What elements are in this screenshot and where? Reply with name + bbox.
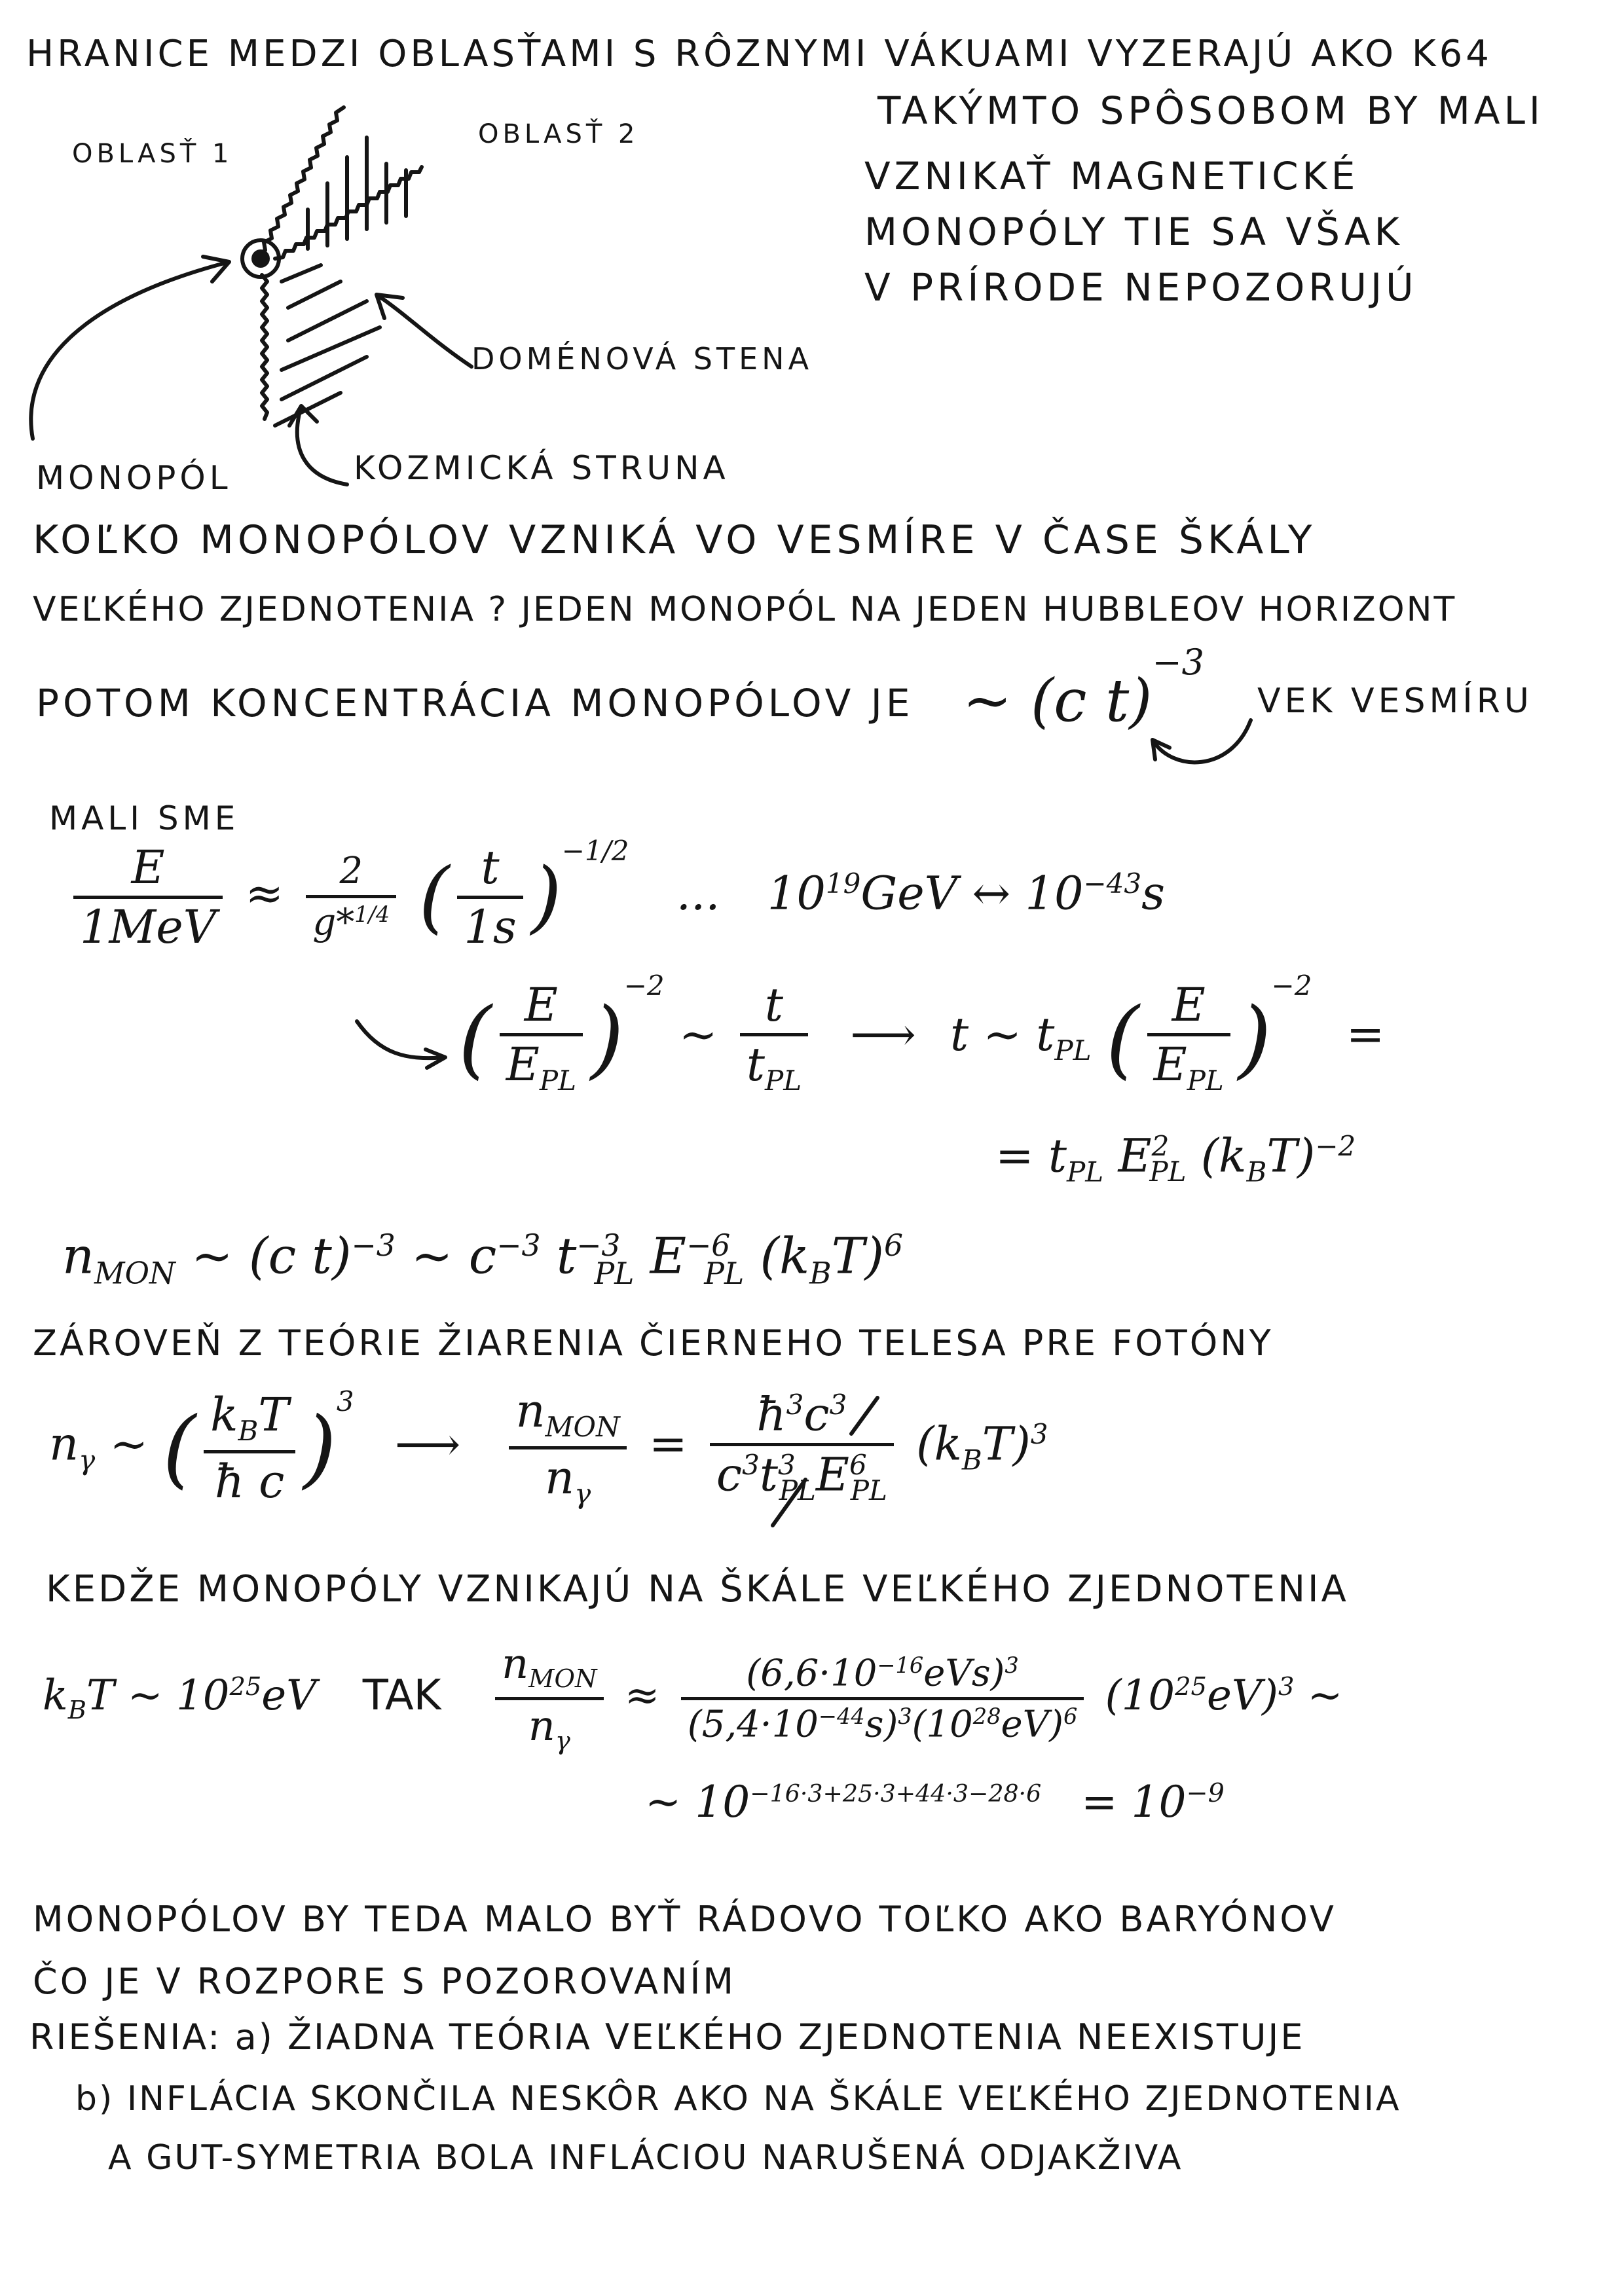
eq1-planck-energy-exp: 19 bbox=[825, 867, 861, 900]
eq1-lhs-num: E bbox=[73, 845, 223, 899]
eq1-time-num: t bbox=[457, 845, 523, 899]
hook-arrow bbox=[357, 1021, 445, 1068]
solution-line: RIEŠENIA: a) ŽIADNA TEÓRIA VEĽKÉHO ZJEDNOTENIA NEEXISTUJE bbox=[29, 2016, 1305, 2058]
side-note-line: V PRÍRODE NEPOZORUJÚ bbox=[864, 265, 1418, 310]
equation-energy-ratio: ( $\frac{E}{E_{PL}}$ )$^{-2}$ ~ $\frac{t}{t_{PL}}$ ⟶ t ~ $t_{PL}$ ( $\frac{E}{E_{PL}}$ )$^{-2}$ = bbox=[458, 969, 1385, 1097]
domain-wall-arrow bbox=[377, 295, 471, 367]
eq1-coef-num: 2 bbox=[306, 853, 396, 898]
page-heading: HRANICE MEDZI OBLASŤAMI S RÔZNYMI VÁKUAMI VYZERAJÚ AKO K64 bbox=[26, 33, 1492, 75]
side-note-line: TAKÝMTO SPÔSOBOM BY MALI bbox=[877, 88, 1544, 133]
region-1-label: OBLASŤ 1 bbox=[72, 139, 233, 169]
domain-wall-label: DOMÉNOVÁ STENA bbox=[471, 341, 813, 376]
question-line-1: KOĽKO MONOPÓLOV VZNIKÁ VO VESMÍRE V ČASE ŠKÁLY bbox=[33, 517, 1316, 563]
cosmic-string-label: KOZMICKÁ STRUNA bbox=[354, 449, 729, 487]
conclusion-line: MONOPÓLOV BY TEDA MALO BYŤ RÁDOVO TOĽKO AKO BARYÓNOV bbox=[33, 1899, 1337, 1940]
eq2-e-num: E bbox=[500, 982, 583, 1036]
eq1-planck-time: 10 bbox=[1025, 866, 1084, 920]
question-line-2: VEĽKÉHO ZJEDNOTENIA ? JEDEN MONOPÓL NA JEDEN HUBBLEOV HORIZONT bbox=[33, 590, 1457, 629]
conclusion-line: ČO JE V ROZPORE S POZOROVANÍM bbox=[33, 1961, 736, 2002]
monopole-arrow bbox=[31, 257, 229, 439]
eq2-result: t ~ t bbox=[950, 1008, 1055, 1061]
side-note-line: VZNIKAŤ MAGNETICKÉ bbox=[864, 154, 1359, 198]
eq2-arrow: ⟶ bbox=[850, 1008, 916, 1061]
cosmic-string-lower bbox=[262, 275, 267, 419]
eq1-planck-time-unit: s bbox=[1141, 866, 1166, 920]
eq1-arrow: ↔ bbox=[972, 866, 1011, 920]
eq1-coef bbox=[306, 850, 396, 944]
eq2-e2: $\frac{E}{E_{PL}}$ bbox=[1147, 982, 1230, 1095]
cosmic-string-upper bbox=[259, 107, 344, 255]
eq1-lhs-den: 1MeV bbox=[80, 900, 217, 954]
side-note-line: MONOPÓLY TIE SA VŠAK bbox=[864, 210, 1403, 254]
concentration-formula bbox=[963, 642, 1205, 735]
equation-monopole-density: $n_{MON}$ ~ (c t)$^{-3}$ ~ $c^{-3}$ $t^{-3}_{PL}$ $E^{-6}_{PL}$ $(k_BT)^6$ bbox=[62, 1226, 904, 1291]
eq1-dots: ... bbox=[676, 866, 720, 920]
concentration-text: POTOM KONCENTRÁCIA MONOPÓLOV JE bbox=[36, 681, 914, 725]
since-text: KEDŽE MONOPÓLY VZNIKAJÚ NA ŠKÁLE VEĽKÉHO ZJEDNOTENIA bbox=[46, 1568, 1349, 1611]
eq1-coef-g: g* bbox=[312, 901, 355, 944]
cosmic-string-arrow bbox=[289, 406, 347, 484]
eq2-equals: = bbox=[1346, 1008, 1385, 1061]
eq2-t bbox=[740, 978, 808, 1097]
age-annotation: VEK VESMÍRU bbox=[1257, 682, 1533, 721]
concentration-ct: ~ (c t) bbox=[963, 666, 1153, 735]
eq1-coef-den bbox=[306, 898, 396, 944]
eq1-time-den: 1s bbox=[464, 900, 517, 954]
monopole-inner bbox=[253, 251, 268, 266]
eq1-coef-exp: 1/4 bbox=[354, 902, 390, 928]
eq2-e-den: $E_{PL}$ bbox=[506, 1038, 576, 1097]
equation-exponent-result: ~ $10^{-16\cdot 3+25\cdot 3+44\cdot 3-28\cdot 6} = 10^{-9}$ bbox=[645, 1777, 1225, 1827]
eq1-time bbox=[457, 841, 523, 954]
eq2-t-num: t bbox=[740, 982, 808, 1036]
eq1-planck-energy: 10 bbox=[767, 866, 826, 920]
eq2-exp: −2 bbox=[623, 969, 665, 1002]
monopole-label: MONOPÓL bbox=[36, 459, 232, 497]
eq1-planck-energy-unit: GeV bbox=[860, 866, 958, 920]
eq1-exp: −1/2 bbox=[561, 835, 629, 867]
eq2-result-sub: PL bbox=[1054, 1034, 1092, 1066]
eq1-lhs bbox=[73, 841, 223, 954]
eq2-t-den: $t_{PL}$ bbox=[746, 1038, 802, 1097]
equation-time-result: = $t_{PL}$ $E^2_{PL}$ $(k_BT)^{-2}$ bbox=[995, 1129, 1356, 1188]
blackbody-text: ZÁROVEŇ Z TEÓRIE ŽIARENIA ČIERNEHO TELESA PRE FOTÓNY bbox=[33, 1322, 1274, 1364]
domain-wall-hatch-lower bbox=[275, 265, 380, 426]
eq1-approx: ≈ bbox=[245, 866, 284, 920]
solution-line: A GUT-SYMETRIA BOLA INFLÁCIOU NARUŠENÁ ODJAKŽIVA bbox=[108, 2138, 1183, 2178]
equation-numeric-ratio: $k_BT$ ~ $10^{25}eV$ TAK $\frac{n_{MON}}{n_\gamma}$ ≈ $\frac{(6,6\cdot 10^{-16}eVs)^3}{(5,4\cdot 10^{-44}s)^3(10^{28}eV)^6}$ $(10^{25}eV)^3$ ~ bbox=[43, 1640, 1343, 1756]
equation-energy-time: $\frac{E}{\text{1MeV}}$ ≈ $\frac{2}{g*^{1/4}}$ ( $\frac{t}{1s}$ )$^{-1/2}$ ... $10^{19}GeV$ ↔ $10^{-43}s$ bbox=[65, 845, 1165, 950]
equation-photon-density: $n_\gamma$ ~ ( $\frac{k_BT}{\text{ħ c}}$ )$^3$ ⟶ $\frac{n_{MON}}{n_\gamma}$ = $\frac{ħ^3c^3}{c^3t^3_{PL}E^6_{PL}}$ $(k_BT)^3$ bbox=[49, 1384, 1048, 1510]
eq2-e bbox=[500, 978, 583, 1097]
mali-sme-label: MALI SME bbox=[49, 799, 240, 837]
region-2-label: OBLASŤ 2 bbox=[478, 119, 639, 149]
concentration-exponent: −3 bbox=[1152, 642, 1205, 683]
solution-line: b) INFLÁCIA SKONČILA NESKÔR AKO NA ŠKÁLE VEĽKÉHO ZJEDNOTENIA bbox=[75, 2079, 1401, 2119]
eq1-planck-time-exp: −43 bbox=[1083, 867, 1142, 900]
eq2-tilde: ~ bbox=[678, 1008, 718, 1061]
